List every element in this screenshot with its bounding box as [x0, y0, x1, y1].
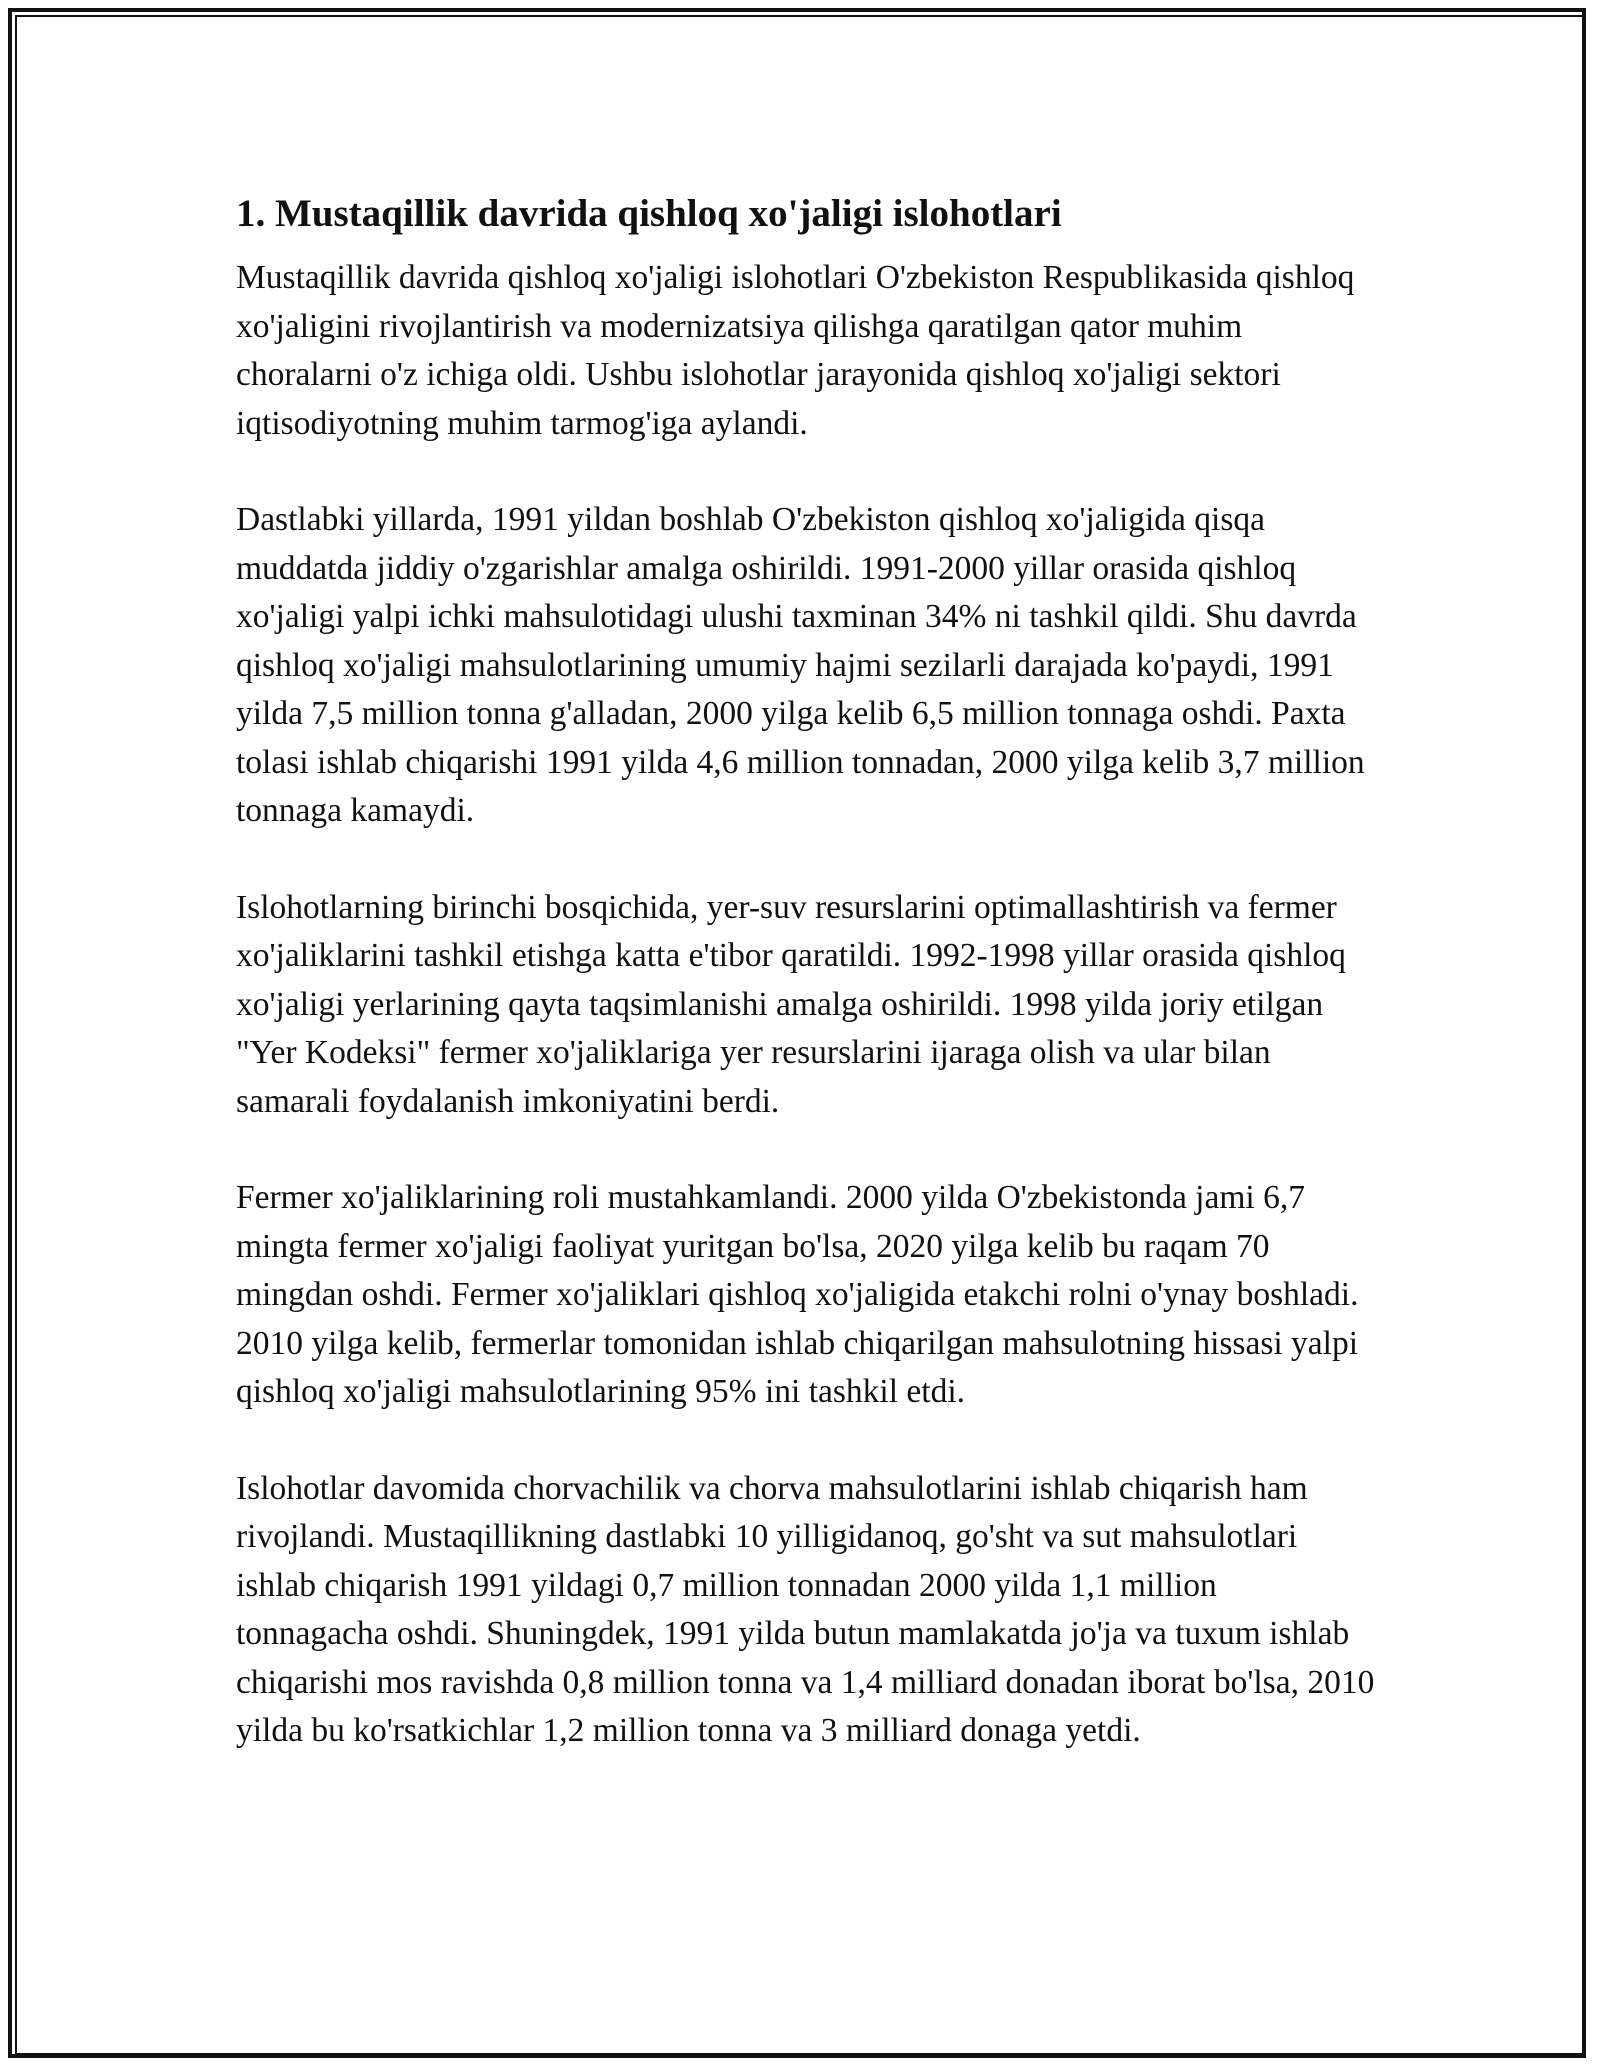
paragraph-first-stage: Islohotlarning birinchi bosqichida, yer-suv resurslarini optimallashtirish va fermer xo'jaliklarini tashkil etishga katta e'tibor qaratildi. 1992-1998 yillar orasida qishloq xo'jaligi yerlarining qayta taqsimlanishi amalga oshirildi. 1998 yilda joriy etilgan "Yer Kodeksi" fermer xo'jaliklariga yer resurslarini ijaraga olish va ular bilan samarali foydalanish imkoniyatini berdi. — [236, 888, 1346, 1120]
document-page — [236, 188, 1376, 1804]
paragraph-intro: Mustaqillik davrida qishloq xo'jaligi islohotlari O'zbekiston Respublikasida qishloq xo'jaligini rivojlantirish va modernizatsiya qilishga qaratilgan qator muhim choralarni o'z ichiga oldi. Ushbu islohotlar jarayonida qishloq xo'jaligi sektori iqtisodiyotning muhim tarmog'iga aylandi. — [236, 259, 1355, 442]
paragraph-farmers: Fermer xo'jaliklarining roli mustahkamlandi. 2000 yilda O'zbekistonda jami 6,7 mingta fermer xo'jaligi faoliyat yuritgan bo'lsa, 2020 yilga kelib bu raqam 70 mingdan oshdi. Fermer xo'jaliklari qishloq xo'jaligida etakchi rolni o'ynay boshladi. 2010 yilga kelib, fermerlar tomonidan ishlab chiqarilgan mahsulotning hissasi yalpi qishloq xo'jaligi mahsulotlarining 95% ini tashkil etdi. — [236, 1179, 1359, 1410]
paragraph-livestock: Islohotlar davomida chorvachilik va chorva mahsulotlarini ishlab chiqarish ham rivojlandi. Mustaqillikning dastlabki 10 yilligidanoq, go'sht va sut mahsulotlari ishlab chiqarish 1991 yildagi 0,7 million tonnadan 2000 yilda 1,1 million tonnagacha oshdi. Shuningdek, 1991 yilda butun mamlakatda jo'ja va tuxum ishlab chiqarishi mos ravishda 0,8 million tonna va 1,4 milliard donadan iborat bo'lsa, 2010 yilda bu ko'rsatkichlar 1,2 million tonna va 3 milliard donaga yetdi. — [236, 1469, 1375, 1749]
paragraph-early-years: Dastlabki yillarda, 1991 yildan boshlab O'zbekiston qishloq xo'jaligida qisqa muddatda jiddiy o'zgarishlar amalga oshirildi. 1991-2000 yillar orasida qishloq xo'jaligi yalpi ichki mahsulotidagi ulushi taxminan 34% ni tashkil qildi. Shu davrda qishloq xo'jaligi mahsulotlarining umumiy hajmi sezilarli darajada ko'paydi, 1991 yilda 7,5 million tonna g'alladan, 2000 yilga kelib 6,5 million tonnaga oshdi. Paxta tolasi ishlab chiqarishi 1991 yilda 4,6 million tonnadan, 2000 yilga kelib 3,7 million tonnaga kamaydi. — [236, 501, 1365, 829]
section-title: 1. Mustaqillik davrida qishloq xo'jaligi islohotlari — [236, 192, 1062, 235]
